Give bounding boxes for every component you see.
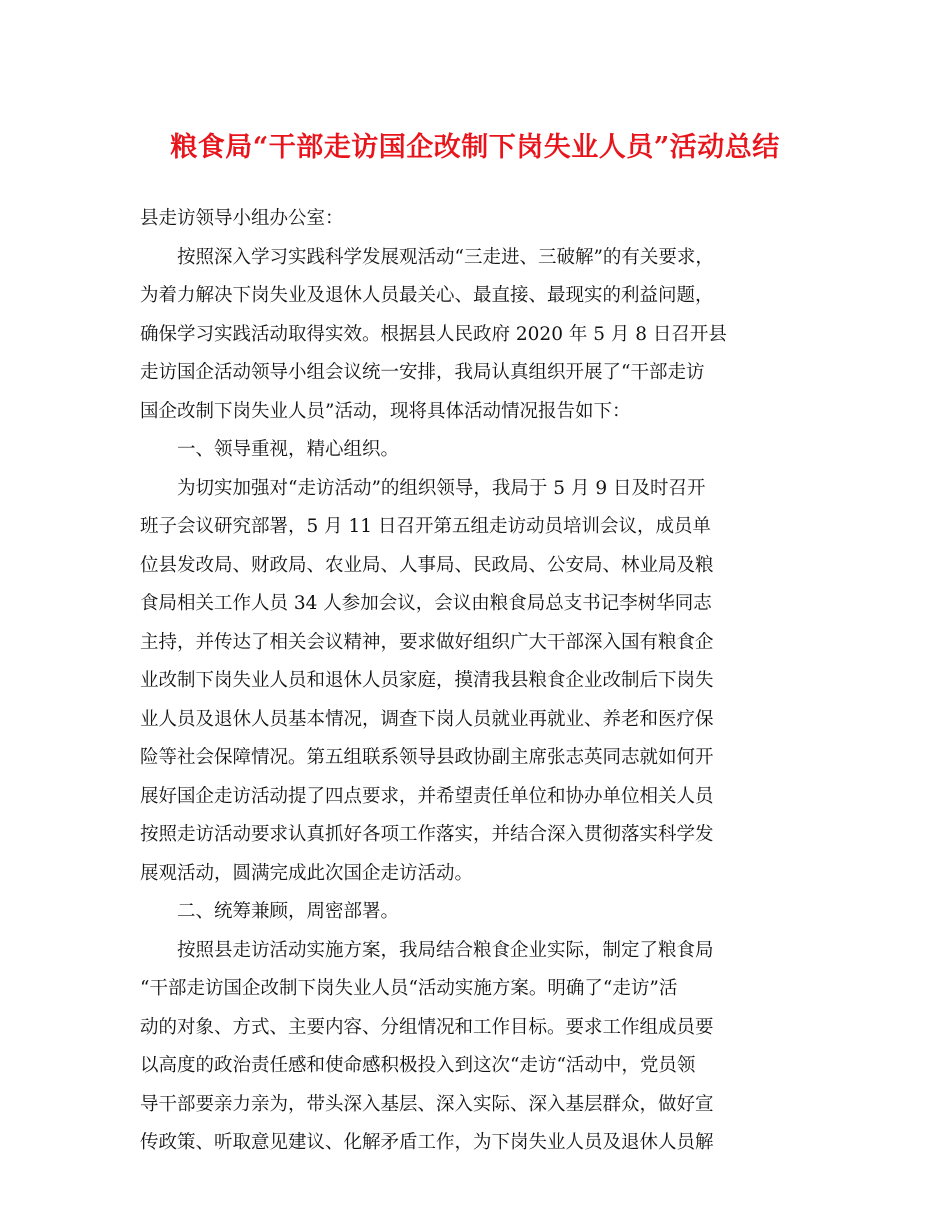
text-line: 按照县走访活动实施方案，我局结合粮食企业实际，制定了粮食局 — [177, 939, 714, 961]
text-line: 主持，并传达了相关会议精神，要求做好组织广大干部深入国有粮食企 — [140, 631, 714, 653]
text-line: 为着力解决下岗失业及退休人员最关心、最直接、最现实的利益问题， — [140, 285, 714, 306]
text-line: 业改制下岗失业人员和退休人员家庭，摸清我县粮食企业改制后下岗失 — [140, 670, 714, 691]
text-line: 确保学习实践活动取得实效。根据县人民政府 2020 年 5 月 8 日召开县 — [140, 323, 727, 345]
text-line: 位县发改局、财政局、农业局、人事局、民政局、公安局、林业局及粮 — [140, 554, 714, 576]
text-line: 按照走访活动要求认真抓好各项工作落实，并结合深入贯彻落实科学发 — [140, 824, 714, 845]
text-line: 展好国企走访活动提了四点要求，并希望责任单位和协办单位相关人员 — [140, 785, 714, 807]
text-line: 一、领导重视，精心组织。 — [177, 439, 400, 460]
text-line: 二、统筹兼顾，周密部署。 — [177, 901, 400, 922]
text-line: 走访国企活动领导小组会议统一安排，我局认真组织开展了“干部走访 — [140, 362, 705, 383]
document-body — [140, 200, 816, 1163]
text-line: 国企改制下岗失业人员”活动，现将具体活动情况报告如下： — [140, 400, 631, 422]
text-line: 展观活动，圆满完成此次国企走访活动。 — [140, 862, 474, 884]
text-line: 险等社会保障情况。第五组联系领导县政协副主席张志英同志就如何开 — [140, 747, 714, 768]
text-line: 按照深入学习实践科学发展观活动“三走进、三破解”的有关要求， — [177, 246, 714, 268]
text-line: 以高度的政治责任感和使命感积极投入到这次“走访“活动中，党员领 — [140, 1055, 696, 1076]
document-title: 粮食局“干部走访国企改制下岗失业人员”活动总结 — [170, 132, 780, 163]
text-line: 班子会议研究部署，5 月 11 日召开第五组走访动员培训会议，成员单 — [140, 516, 711, 537]
text-line: 业人员及退休人员基本情况，调查下岗人员就业再就业、养老和医疗保 — [140, 708, 714, 730]
text-line: 食局相关工作人员 34 人参加会议，会议由粮食局总支书记李树华同志 — [140, 593, 712, 614]
text-line: 传政策、听取意见建议、化解矛盾工作，为下岗失业人员及退休人员解 — [140, 1132, 714, 1153]
text-line: 为切实加强对“走访活动”的组织领导，我局于 5 月 9 日及时召开 — [177, 477, 706, 499]
text-line: 县走访领导小组办公室： — [140, 208, 344, 229]
text-line: “干部走访国企改制下岗失业人员“活动实施方案。明确了“走访”活 — [140, 978, 678, 999]
text-line: 导干部要亲力亲为，带头深入基层、深入实际、深入基层群众，做好宣 — [140, 1093, 714, 1115]
text-line: 动的对象、方式、主要内容、分组情况和工作目标。要求工作组成员要 — [140, 1016, 714, 1038]
